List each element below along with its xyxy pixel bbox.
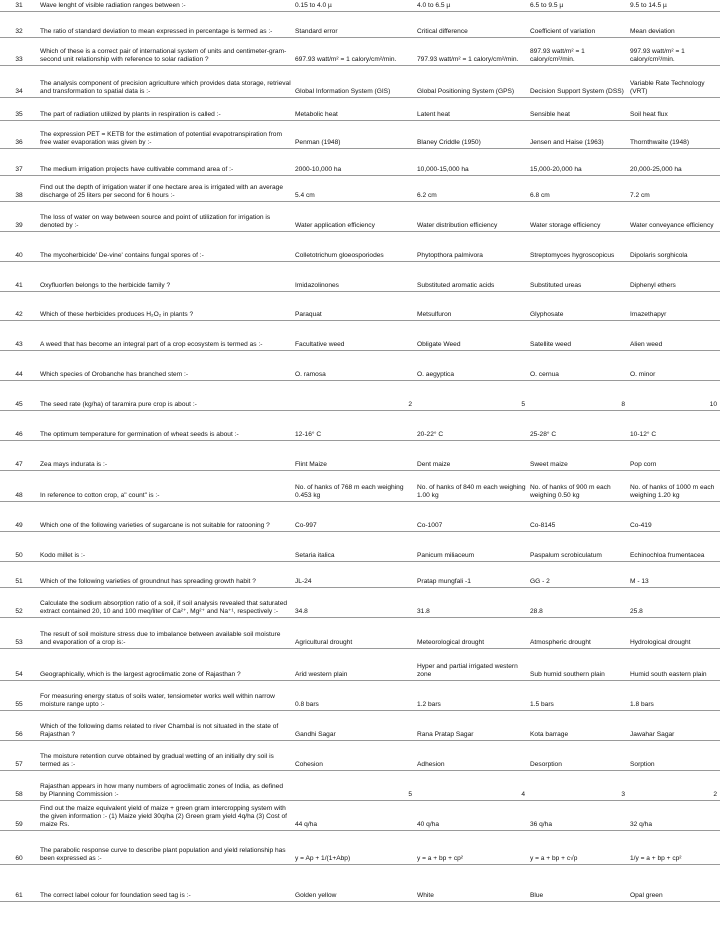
question-number: 38 (0, 175, 38, 201)
question-text: The ratio of standard deviation to mean expressed in percentage is termed as :- (38, 11, 293, 37)
option-b: Substituted aromatic acids (415, 261, 528, 291)
option-c: Streptomyces hygroscopicus (528, 231, 628, 261)
question-row (0, 231, 720, 261)
option-d: 2 (628, 770, 720, 800)
question-text: Oxyfluorfen belongs to the herbicide family ? (38, 261, 293, 291)
question-number: 54 (0, 648, 38, 680)
option-c: Satellite weed (528, 320, 628, 350)
option-a: 5.4 cm (293, 175, 415, 201)
question-number: 34 (0, 65, 38, 97)
option-c: 8 (528, 380, 628, 410)
option-b: 10,000-15,000 ha (415, 148, 528, 175)
question-number: 55 (0, 680, 38, 710)
option-b: Adhesion (415, 740, 528, 770)
option-b: Dent maize (415, 440, 528, 470)
option-a: O. ramosa (293, 350, 415, 380)
option-d: 1/y = a + bp + cp² (628, 830, 720, 864)
question-row (0, 531, 720, 561)
question-number: 49 (0, 501, 38, 531)
option-c: Decision Support System (DSS) (528, 65, 628, 97)
question-number: 59 (0, 800, 38, 830)
option-b: 1.2 bars (415, 680, 528, 710)
option-d: Diphenyl ethers (628, 261, 720, 291)
option-a: Global Information System (GIS) (293, 65, 415, 97)
question-number: 52 (0, 587, 38, 617)
question-number: 47 (0, 440, 38, 470)
question-number: 57 (0, 740, 38, 770)
option-c: Sub humid southern plain (528, 648, 628, 680)
question-row (0, 770, 720, 800)
question-row (0, 0, 720, 11)
option-a: 5 (293, 770, 415, 800)
option-a: JL-24 (293, 561, 415, 587)
question-text: Geographically, which is the largest agroclimatic zone of Rajasthan ? (38, 648, 293, 680)
option-d: Soil heat flux (628, 97, 720, 120)
question-text: The result of soil moisture stress due to imbalance between available soil moisture and evaporation of a crop is:- (38, 617, 293, 648)
question-text: The expression PET = KETB for the estimation of potential evapotranspiration from free water evaporation was given by :- (38, 120, 293, 148)
question-row (0, 261, 720, 291)
option-d: Imazethapyr (628, 291, 720, 320)
option-a: Facultative weed (293, 320, 415, 350)
option-a: y = Ap + 1/(1+Abp) (293, 830, 415, 864)
option-a: Metabolic heat (293, 97, 415, 120)
question-number: 40 (0, 231, 38, 261)
option-b: Hyper and partial irrigated western zone (415, 648, 528, 680)
question-text: Find out the depth of irrigation water if one hectare area is irrigated with an average discharge of 25 liters per second for 6 hours :- (38, 175, 293, 201)
question-row (0, 97, 720, 120)
question-number: 45 (0, 380, 38, 410)
option-a: 697.93 watt/m² = 1 calory/cm²/min. (293, 37, 415, 65)
option-b: 4 (415, 770, 528, 800)
question-text: The part of radiation utilized by plants in respiration is called :- (38, 97, 293, 120)
option-a: 34.8 (293, 587, 415, 617)
question-number: 51 (0, 561, 38, 587)
question-number: 50 (0, 531, 38, 561)
question-row (0, 830, 720, 864)
option-a: Penman (1948) (293, 120, 415, 148)
option-a: Cohesion (293, 740, 415, 770)
option-d: Jawahar Sagar (628, 710, 720, 740)
option-d: Echinochloa frumentacea (628, 531, 720, 561)
option-a: 0.15 to 4.0 µ (293, 0, 415, 11)
question-row (0, 350, 720, 380)
option-d: 20,000-25,000 ha (628, 148, 720, 175)
question-row (0, 11, 720, 37)
question-text: Rajasthan appears in how many numbers of agroclimatic zones of India, as defined by Planning Commission :- (38, 770, 293, 800)
option-c: 28.8 (528, 587, 628, 617)
option-d: 10 (628, 380, 720, 410)
question-text: Which species of Orobanche has branched stem :- (38, 350, 293, 380)
option-c: 6.5 to 9.5 µ (528, 0, 628, 11)
question-row (0, 410, 720, 440)
option-a: 2 (293, 380, 415, 410)
option-a: Arid western plain (293, 648, 415, 680)
option-d: Hydrological drought (628, 617, 720, 648)
option-d: Opal green (628, 864, 720, 901)
option-c: Substituted ureas (528, 261, 628, 291)
question-row (0, 201, 720, 231)
option-c: Sweet maize (528, 440, 628, 470)
question-row (0, 740, 720, 770)
question-text: Find out the maize equivalent yield of maize + green gram intercropping system with the given information :- (1) Maize yield 30q/ha (2) Green gram yield 4q/ha (3) Cost of maize Rs. (38, 800, 293, 830)
option-b: 4.0 to 6.5 µ (415, 0, 528, 11)
option-c: Water storage efficiency (528, 201, 628, 231)
question-number: 42 (0, 291, 38, 320)
option-d: Water conveyance efficiency (628, 201, 720, 231)
option-a: 0.8 bars (293, 680, 415, 710)
option-b: y = a + bp + cp² (415, 830, 528, 864)
question-number: 37 (0, 148, 38, 175)
option-b: 20-22° C (415, 410, 528, 440)
option-b: 31.8 (415, 587, 528, 617)
option-a: Co-997 (293, 501, 415, 531)
question-row (0, 175, 720, 201)
option-b: Panicum miliaceum (415, 531, 528, 561)
question-row (0, 800, 720, 830)
question-text: The medium irrigation projects have cultivable command area of :- (38, 148, 293, 175)
option-d: 10-12° C (628, 410, 720, 440)
option-b: Pratap mungfali -1 (415, 561, 528, 587)
question-text: Calculate the sodium absorption ratio of a soil, if soil analysis revealed that saturated extract contained 20, 10 and 100 meq/liter of Ca²⁺, Mg²⁺ and Na⁺¹, respectively :- (38, 587, 293, 617)
option-b: O. aegyptica (415, 350, 528, 380)
option-c: 3 (528, 770, 628, 800)
option-c: 1.5 bars (528, 680, 628, 710)
question-text: In reference to cotton crop, a" count" is :- (38, 470, 293, 501)
option-c: Atmospheric drought (528, 617, 628, 648)
question-row (0, 561, 720, 587)
option-a: No. of hanks of 768 m each weighing 0.453 kg (293, 470, 415, 501)
option-b: Latent heat (415, 97, 528, 120)
option-a: Colletotrichum gloeosporiodes (293, 231, 415, 261)
question-row (0, 617, 720, 648)
option-b: Rana Pratap Sagar (415, 710, 528, 740)
question-row (0, 470, 720, 501)
option-b: Co-1007 (415, 501, 528, 531)
option-c: 15,000-20,000 ha (528, 148, 628, 175)
option-a: Golden yellow (293, 864, 415, 901)
question-text: Which of these herbicides produces H₂O₂ in plants ? (38, 291, 293, 320)
question-row (0, 380, 720, 410)
question-number: 43 (0, 320, 38, 350)
question-row (0, 65, 720, 97)
option-b: 5 (415, 380, 528, 410)
option-d: 1.8 bars (628, 680, 720, 710)
option-a: Setaria italica (293, 531, 415, 561)
option-d: Thornthwaite (1948) (628, 120, 720, 148)
question-row (0, 37, 720, 65)
question-row (0, 148, 720, 175)
question-row (0, 864, 720, 901)
question-row (0, 648, 720, 680)
option-b: 6.2 cm (415, 175, 528, 201)
option-c: 36 q/ha (528, 800, 628, 830)
option-d: 9.5 to 14.5 µ (628, 0, 720, 11)
option-b: Obligate Weed (415, 320, 528, 350)
question-text: For measuring energy status of soils water, tensiometer works well within narrow moisture range upto :- (38, 680, 293, 710)
option-b: Meteorological drought (415, 617, 528, 648)
option-a: Imidazolinones (293, 261, 415, 291)
option-c: Blue (528, 864, 628, 901)
question-number: 36 (0, 120, 38, 148)
option-c: Coefficient of variation (528, 11, 628, 37)
option-c: Sensible heat (528, 97, 628, 120)
option-c: y = a + bp + c√p (528, 830, 628, 864)
question-number: 31 (0, 0, 38, 11)
question-number: 44 (0, 350, 38, 380)
option-a: Water application efficiency (293, 201, 415, 231)
option-d: O. minor (628, 350, 720, 380)
question-text: The moisture retention curve obtained by gradual wetting of an initially dry soil is termed as :- (38, 740, 293, 770)
option-d: Sorption (628, 740, 720, 770)
question-row (0, 320, 720, 350)
question-row (0, 710, 720, 740)
question-number: 33 (0, 37, 38, 65)
option-b: 40 q/ha (415, 800, 528, 830)
question-number: 56 (0, 710, 38, 740)
option-d: Mean deviation (628, 11, 720, 37)
option-b: Water distribution efficiency (415, 201, 528, 231)
option-c: No. of hanks of 900 m each weighing 0.50 kg (528, 470, 628, 501)
option-c: Glyphosate (528, 291, 628, 320)
question-text: The parabolic response curve to describe plant population and yield relationship has been expressed as :- (38, 830, 293, 864)
option-c: Desorption (528, 740, 628, 770)
option-c: Paspalum scrobiculatum (528, 531, 628, 561)
option-c: GG - 2 (528, 561, 628, 587)
option-d: Humid south eastern plain (628, 648, 720, 680)
option-d: M - 13 (628, 561, 720, 587)
question-number: 35 (0, 97, 38, 120)
question-number: 53 (0, 617, 38, 648)
question-number: 39 (0, 201, 38, 231)
option-d: 997.93 watt/m² = 1 calory/cm²/min. (628, 37, 720, 65)
option-b: 797.93 watt/m² = 1 calory/cm²/min. (415, 37, 528, 65)
question-row (0, 587, 720, 617)
option-c: Jensen and Haise (1963) (528, 120, 628, 148)
question-text: The loss of water on way between source and point of utilization for irrigation is denoted by :- (38, 201, 293, 231)
question-number: 41 (0, 261, 38, 291)
option-c: Co-8145 (528, 501, 628, 531)
option-d: Alien weed (628, 320, 720, 350)
question-text: The seed rate (kg/ha) of taramira pure crop is about :- (38, 380, 293, 410)
question-number: 46 (0, 410, 38, 440)
option-c: 897.93 watt/m² = 1 calory/cm²/min. (528, 37, 628, 65)
option-d: 32 q/ha (628, 800, 720, 830)
option-a: Gandhi Sagar (293, 710, 415, 740)
question-text: Kodo millet is :- (38, 531, 293, 561)
option-d: No. of hanks of 1000 m each weighing 1.20 kg (628, 470, 720, 501)
option-b: Blaney Criddle (1950) (415, 120, 528, 148)
question-text: The optimum temperature for germination of wheat seeds is about :- (38, 410, 293, 440)
question-number: 32 (0, 11, 38, 37)
question-number: 60 (0, 830, 38, 864)
question-number: 61 (0, 864, 38, 901)
option-c: Kota barrage (528, 710, 628, 740)
option-b: Phytopthora palmivora (415, 231, 528, 261)
question-text: Which of these is a correct pair of international system of units and centimeter-gram-second unit relationship with reference to solar radiation ? (38, 37, 293, 65)
option-d: Dipolaris sorghicola (628, 231, 720, 261)
option-a: Paraquat (293, 291, 415, 320)
question-text: Which one of the following varieties of sugarcane is not suitable for ratooning ? (38, 501, 293, 531)
option-b: White (415, 864, 528, 901)
option-a: 44 q/ha (293, 800, 415, 830)
question-row (0, 120, 720, 148)
question-row (0, 680, 720, 710)
option-d: Variable Rate Technology (VRT) (628, 65, 720, 97)
option-c: 25-28° C (528, 410, 628, 440)
option-c: O. cernua (528, 350, 628, 380)
question-text: Wave lenght of visible radiation ranges between :- (38, 0, 293, 11)
option-a: Agricultural drought (293, 617, 415, 648)
option-d: 25.8 (628, 587, 720, 617)
option-a: 2000-10,000 ha (293, 148, 415, 175)
question-text: Which of the following dams related to river Chambal is not situated in the state of Rajasthan ? (38, 710, 293, 740)
question-text: Which of the following varieties of groundnut has spreading growth habit ? (38, 561, 293, 587)
option-d: Pop corn (628, 440, 720, 470)
option-d: Co-419 (628, 501, 720, 531)
option-b: No. of hanks of 840 m each weighing 1.00 kg (415, 470, 528, 501)
option-c: 6.8 cm (528, 175, 628, 201)
question-text: The mycoherbicide' De-vine' contains fungal spores of :- (38, 231, 293, 261)
option-d: 7.2 cm (628, 175, 720, 201)
question-number: 58 (0, 770, 38, 800)
option-a: 12-16° C (293, 410, 415, 440)
option-b: Critical difference (415, 11, 528, 37)
question-row (0, 501, 720, 531)
question-row (0, 440, 720, 470)
question-text: The correct label colour for foundation seed tag is :- (38, 864, 293, 901)
question-number: 48 (0, 470, 38, 501)
question-text: A weed that has become an integral part of a crop ecosystem is termed as :- (38, 320, 293, 350)
option-a: Standard error (293, 11, 415, 37)
question-row (0, 291, 720, 320)
option-b: Metsulfuron (415, 291, 528, 320)
option-a: Flint Maize (293, 440, 415, 470)
question-text: The analysis component of precision agriculture which provides data storage, retrieval and transformation to spatial data is :- (38, 65, 293, 97)
question-text: Zea mays indurata is :- (38, 440, 293, 470)
option-b: Global Positioning System (GPS) (415, 65, 528, 97)
